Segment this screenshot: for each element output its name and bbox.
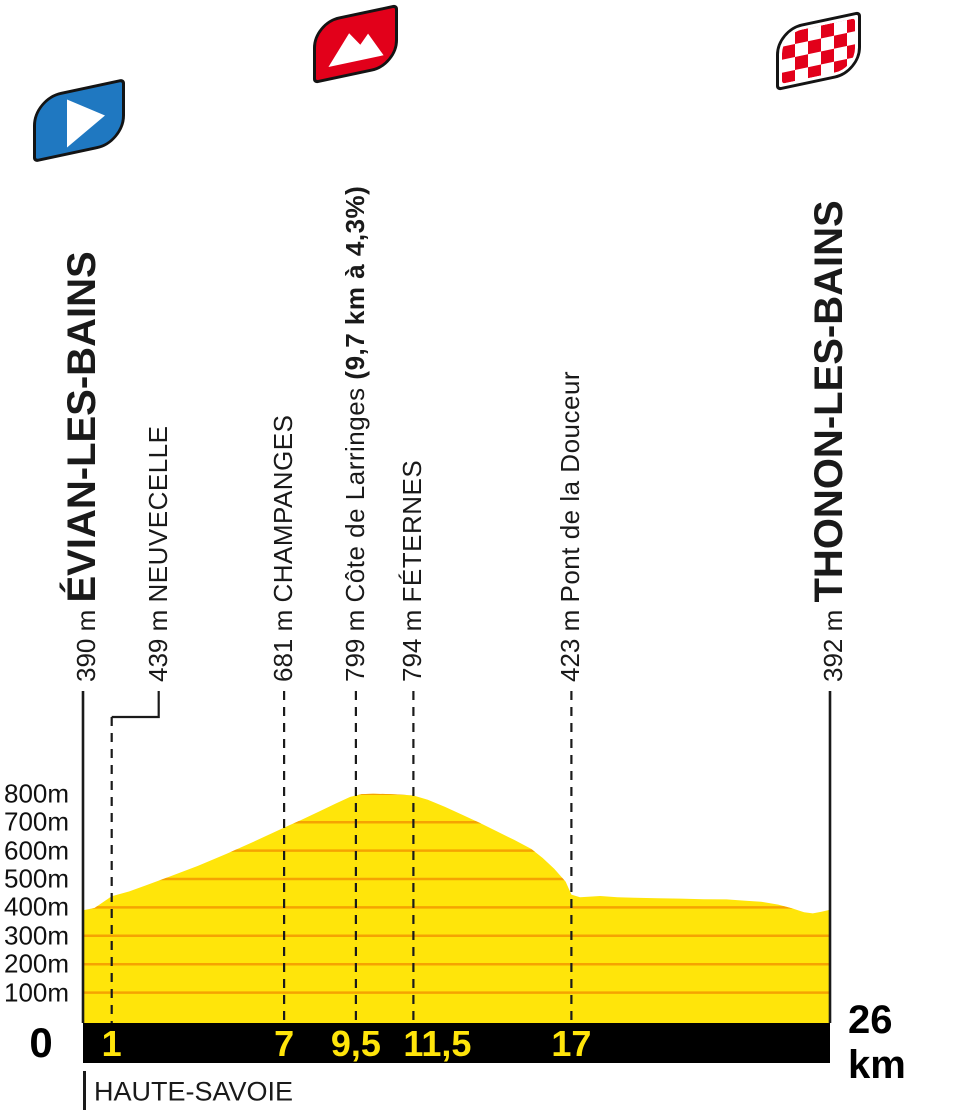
- km-zero-label: 0: [29, 1019, 53, 1066]
- waypoint-label-champanges: 681 m CHAMPANGES: [268, 414, 299, 682]
- km-bar-label-17: 17: [551, 1023, 592, 1064]
- region-divider-rule: [83, 1071, 86, 1110]
- km-bar-label-11-5: 11,5: [403, 1023, 472, 1064]
- y-axis-label-700m: 700m: [4, 806, 70, 837]
- waypoint-label-neuvecelle: 439 m NEUVECELLE: [142, 425, 173, 682]
- waypoint-label-pont-de-la-douceur: 423 m Pont de la Douceur: [555, 370, 586, 682]
- y-axis-label-600m: 600m: [4, 835, 70, 866]
- play-triangle-icon: [67, 91, 105, 147]
- y-axis-label-400m: 400m: [4, 891, 70, 922]
- y-axis-label-100m: 100m: [4, 977, 70, 1008]
- km-bar-label-7: 7: [274, 1023, 295, 1064]
- waypoint-label-thonon-les-bains: 392 m THONON-LES-BAINS: [807, 200, 851, 682]
- waypoint-label-c-te-de-larringes: 799 m Côte de Larringes (9,7 km à 4,3%): [339, 185, 370, 682]
- checker-pattern: [782, 18, 855, 84]
- waypoint-label--vian-les-bains: 390 m ÉVIAN-LES-BAINS: [60, 251, 104, 682]
- km-bar-label-1: 1: [101, 1023, 122, 1064]
- y-axis-label-500m: 500m: [4, 863, 70, 894]
- km-bar-label-9-5: 9,5: [330, 1023, 381, 1064]
- y-axis-label-800m: 800m: [4, 778, 70, 809]
- total-distance-label: 26 km: [848, 998, 906, 1087]
- waypoint-label-f-ternes: 794 m FÉTERNES: [397, 459, 428, 682]
- y-axis-label-200m: 200m: [4, 948, 70, 979]
- y-axis-label-300m: 300m: [4, 920, 70, 951]
- mountain-icon: [325, 17, 387, 70]
- region-label: HAUTE-SAVOIE: [94, 1076, 294, 1107]
